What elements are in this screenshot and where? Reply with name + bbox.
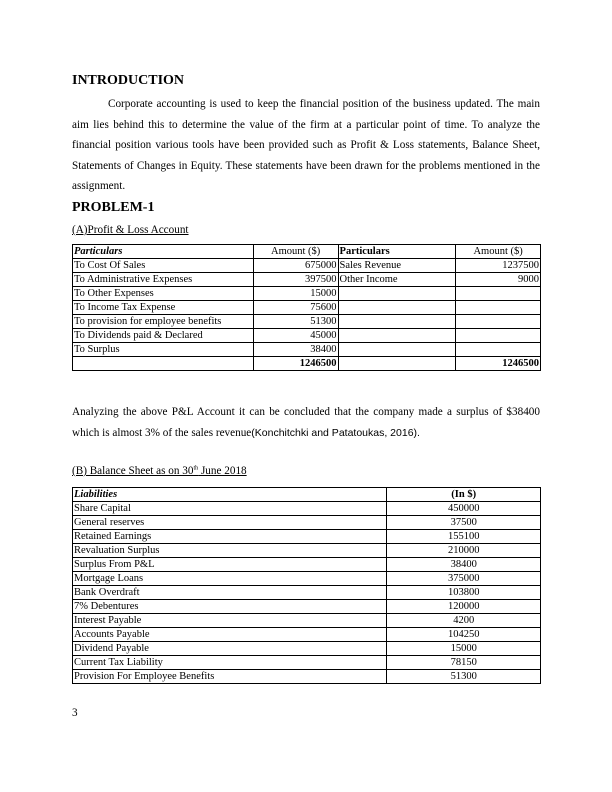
table-row (73, 614, 541, 628)
liability-amount: 375000 (387, 572, 541, 586)
problem-1-heading: PROBLEM-1 (72, 200, 155, 215)
credit-amount: 1237500 (456, 259, 541, 273)
balance-sheet-caption (72, 465, 247, 477)
liability-name: 7% Debentures (73, 600, 387, 614)
liability-amount: 15000 (387, 642, 541, 656)
credit-amount (456, 329, 541, 343)
liability-amount: 37500 (387, 516, 541, 530)
profit-loss-caption: (A)Profit & Loss Account (72, 224, 189, 236)
liability-name: General reserves (73, 516, 387, 530)
debit-amount: 15000 (253, 287, 338, 301)
credit-particular: Sales Revenue (338, 259, 456, 273)
liability-amount: 4200 (387, 614, 541, 628)
table-row (73, 273, 541, 287)
liability-amount: 155100 (387, 530, 541, 544)
table-row (73, 329, 541, 343)
credit-amount (456, 343, 541, 357)
balance-sheet-caption-sup: th (193, 465, 199, 472)
liability-amount: 51300 (387, 670, 541, 684)
debit-amount: 45000 (253, 329, 338, 343)
total-label-cell (73, 357, 254, 371)
table-row (73, 642, 541, 656)
credit-particular (338, 329, 456, 343)
total-credit: 1246500 (456, 357, 541, 371)
table-row (73, 516, 541, 530)
liability-name: Share Capital (73, 502, 387, 516)
header-particulars-debit: Particulars (73, 245, 254, 259)
liability-name: Interest Payable (73, 614, 387, 628)
table-row (73, 600, 541, 614)
liability-name: Accounts Payable (73, 628, 387, 642)
header-amount: (In $) (387, 488, 541, 502)
header-amount-credit: Amount ($) (456, 245, 541, 259)
debit-particular: To Cost Of Sales (73, 259, 254, 273)
credit-particular (338, 315, 456, 329)
table-row (73, 656, 541, 670)
balance-sheet-caption-prefix: (B) Balance Sheet as on 30 (72, 465, 194, 477)
table-row (73, 259, 541, 273)
debit-amount: 397500 (253, 273, 338, 287)
liability-name: Surplus From P&L (73, 558, 387, 572)
debit-particular: To Other Expenses (73, 287, 254, 301)
table-row (73, 670, 541, 684)
table-row (73, 315, 541, 329)
header-amount-debit: Amount ($) (253, 245, 338, 259)
credit-amount (456, 301, 541, 315)
debit-particular: To Administrative Expenses (73, 273, 254, 287)
credit-amount (456, 315, 541, 329)
debit-amount: 675000 (253, 259, 338, 273)
liability-amount: 78150 (387, 656, 541, 670)
table-header-row (73, 488, 541, 502)
introduction-heading: INTRODUCTION (72, 73, 185, 88)
debit-particular: To Income Tax Expense (73, 301, 254, 315)
debit-particular: To provision for employee benefits (73, 315, 254, 329)
debit-amount: 38400 (253, 343, 338, 357)
page-number: 3 (72, 707, 78, 719)
liability-name: Current Tax Liability (73, 656, 387, 670)
credit-amount (456, 287, 541, 301)
liability-name: Provision For Employee Benefits (73, 670, 387, 684)
credit-particular: Other Income (338, 273, 456, 287)
liability-name: Bank Overdraft (73, 586, 387, 600)
table-row (73, 572, 541, 586)
debit-particular: To Surplus (73, 343, 254, 357)
liability-name: Revaluation Surplus (73, 544, 387, 558)
citation: (Konchitchki and Patatoukas, 2016). (251, 426, 420, 439)
liability-amount: 450000 (387, 502, 541, 516)
table-row (73, 586, 541, 600)
total-debit: 1246500 (253, 357, 338, 371)
header-liabilities: Liabilities (73, 488, 387, 502)
liability-amount: 103800 (387, 586, 541, 600)
table-row (73, 343, 541, 357)
credit-particular (338, 343, 456, 357)
credit-amount: 9000 (456, 273, 541, 287)
debit-particular: To Dividends paid & Declared (73, 329, 254, 343)
table-row (73, 530, 541, 544)
introduction-paragraph: Corporate accounting is used to keep the financial position of the business updated. The main aim lies behind this to determine the value of the firm at a particular point of time. To analyze the financial position various tools have been provided such as Profit & Loss statements, Balance Sheet, Statements of Changes in Equity. These statements have been drawn for the problems mentioned in the assignment. (72, 98, 540, 192)
table-row (73, 628, 541, 642)
analysis-paragraph (72, 402, 540, 443)
balance-sheet-caption-suffix: June 2018 (198, 465, 247, 477)
table-row (73, 544, 541, 558)
credit-particular (338, 301, 456, 315)
debit-amount: 75600 (253, 301, 338, 315)
analysis-text: Analyzing the above P&L Account it can be concluded that the company made a surplus of $38400 which is almost 3% of the sales revenue (72, 406, 540, 439)
liability-name: Dividend Payable (73, 642, 387, 656)
profit-loss-body (73, 259, 541, 357)
liability-name: Retained Earnings (73, 530, 387, 544)
liability-amount: 38400 (387, 558, 541, 572)
table-row (73, 502, 541, 516)
table-row (73, 287, 541, 301)
balance-sheet-table (72, 487, 541, 684)
table-header-row (73, 245, 541, 259)
table-row (73, 558, 541, 572)
profit-loss-table (72, 244, 541, 371)
balance-sheet-body (73, 502, 541, 684)
total-row (73, 357, 541, 371)
liability-amount: 104250 (387, 628, 541, 642)
header-particulars-credit: Particulars (338, 245, 456, 259)
liability-amount: 210000 (387, 544, 541, 558)
liability-amount: 120000 (387, 600, 541, 614)
table-row (73, 301, 541, 315)
total-label-cell (338, 357, 456, 371)
liability-name: Mortgage Loans (73, 572, 387, 586)
credit-particular (338, 287, 456, 301)
debit-amount: 51300 (253, 315, 338, 329)
